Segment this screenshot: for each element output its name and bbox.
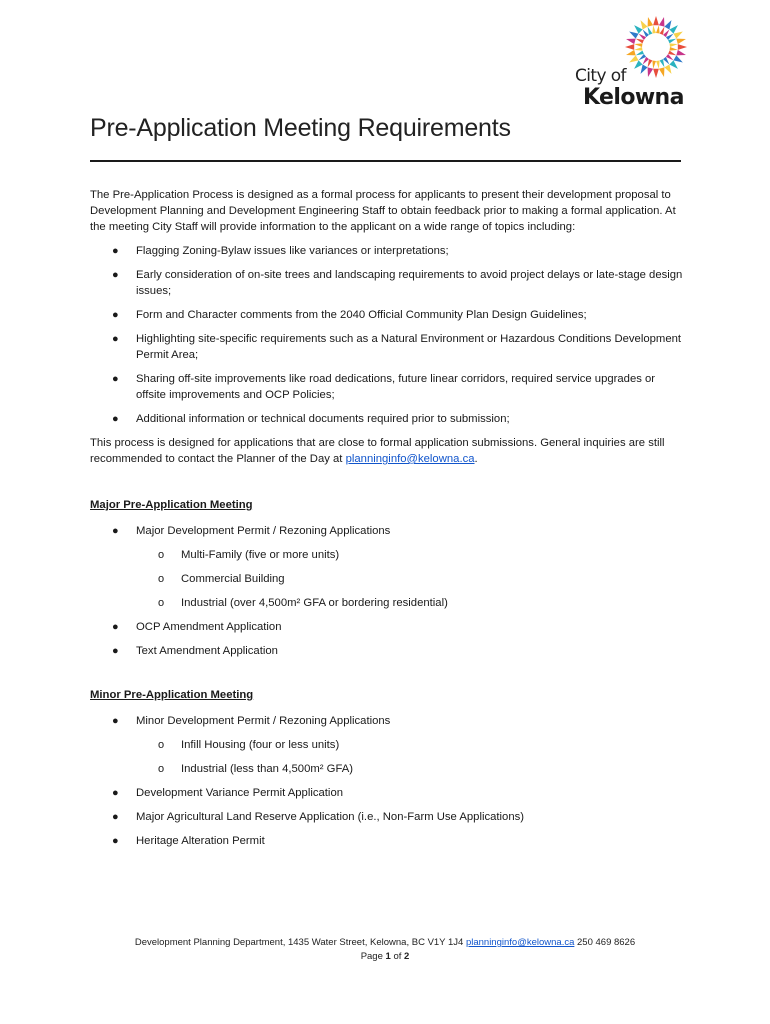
list-item: ● Major Agricultural Land Reserve Application (i.e., Non-Farm Use Applications) [112,811,525,823]
logo-segment [636,51,644,56]
inquiry-paragraph: This process is designed for applications that are close to formal application submissions. General inquiries are still recommended to contact the Planner of the Day at planninginfo@kelowna.ca. [90,437,665,465]
sub-bullet-icon: o [158,763,165,775]
sub-list-item: o Infill Housing (four or less units) [158,739,340,751]
minor-meeting-heading: Minor Pre-Application Meeting [90,689,254,701]
logo-segment [669,60,678,69]
list-item: ● Major Development Permit / Rezoning Applications [112,525,391,537]
bullet-icon: ● [112,715,119,727]
sub-bullet-icon: o [158,573,165,585]
list-item: ● Heritage Alteration Permit [112,835,265,847]
sub-list-item: o Commercial Building [158,573,285,585]
bullet-icon: ● [112,621,119,633]
list-item: ● Text Amendment Application [112,645,278,657]
logo-segment [673,32,682,39]
kelowna-sun-logo-icon [623,14,689,80]
logo-segment [659,67,665,77]
sub-list-item: o Multi-Family (five or more units) [158,549,340,561]
topics-list [90,243,685,435]
page-title: Pre-Application Meeting Requirements [90,114,511,142]
sub-list-item: o Industrial (less than 4,500m² GFA) [158,763,354,775]
logo-segment [626,50,636,56]
logo-segment [668,51,676,56]
logo-segment [676,50,686,56]
list-item: ● Early consideration of on-site trees and landscaping requirements to avoid project delays or late-stage design issues; [112,269,683,297]
logo-segment [664,20,671,29]
logo-segment [641,20,648,29]
bullet-icon: ● [112,835,119,847]
logo-segment [636,39,644,44]
list-item: ● Minor Development Permit / Rezoning Applications [112,715,391,727]
logo-segment [676,39,686,45]
title-divider [90,160,681,162]
footer-contact-line [0,936,770,950]
logo-kelowna-text: Kelowna [583,85,684,110]
bullet-icon: ● [112,645,119,657]
list-item: ● Form and Character comments from the 2040 Official Community Plan Design Guidelines; [112,309,587,321]
logo-segment [653,69,659,78]
logo-segment [656,61,660,69]
bullet-icon: ● [112,525,119,537]
bullet-icon: ● [112,811,119,823]
bullet-icon: ● [112,269,119,281]
logo-segment [653,16,659,25]
major-meeting-list [90,523,685,667]
intro-paragraph: The Pre-Application Process is designed as a formal process for applicants to present their development proposal to Development Planning and Development Engineering Staff to obtain feedback prior to making a formal application. At the meeting City Staff will provide information to the applicant on a wide range of topics including: [90,189,676,233]
footer-phone: 250 469 8626 [577,937,636,948]
list-item: ● Development Variance Permit Application [112,787,344,799]
minor-meeting-list [90,713,685,857]
logo-segment [634,47,642,51]
list-item: ● Additional information or technical documents required prior to submission; [112,413,510,425]
logo-segment [652,61,656,69]
city-of-kelowna-logo [573,14,689,110]
logo-segment [669,25,678,34]
planninginfo-email-link[interactable]: planninginfo@kelowna.ca [345,453,475,465]
bullet-icon: ● [112,245,119,257]
page-number: Page 1 of 2 [360,951,410,962]
logo-segment [659,17,665,27]
logo-segment [634,60,643,69]
list-item: ● Sharing off-site improvements like road dedications, future linear corridors, required service upgrades or offsite improvements and OCP Policies; [112,373,656,401]
logo-segment [648,67,654,77]
bullet-icon: ● [112,333,119,345]
logo-segment [634,25,643,34]
logo-segment [625,44,634,50]
logo-segment [656,25,660,33]
logo-segment [629,32,638,39]
sub-bullet-icon: o [158,597,165,609]
logo-city-of-text: City of [575,66,626,86]
list-item: ● Highlighting site-specific requirements such as a Natural Environment or Hazardous Conditions Development Permit Area; [112,333,682,361]
bullet-icon: ● [112,373,119,385]
logo-segment [626,39,636,45]
logo-segment [664,64,671,73]
bullet-icon: ● [112,309,119,321]
list-item: ● OCP Amendment Application [112,621,282,633]
footer-address: Development Planning Department, 1435 Water Street, Kelowna, BC V1Y 1J4 [134,937,464,948]
major-meeting-heading: Major Pre-Application Meeting [90,499,253,511]
logo-segment [648,59,653,67]
bullet-icon: ● [112,413,119,425]
list-item: ● Flagging Zoning-Bylaw issues like variances or interpretations; [112,245,449,257]
logo-segment [678,44,687,50]
logo-segment [648,27,653,35]
logo-segment [670,47,678,51]
logo-segment [652,25,656,33]
logo-segment [660,59,665,67]
sub-bullet-icon: o [158,549,165,561]
logo-segment [634,43,642,47]
logo-segment [629,55,638,62]
sub-bullet-icon: o [158,739,165,751]
logo-segment [673,55,682,62]
logo-segment [641,64,648,73]
bullet-icon: ● [112,787,119,799]
logo-segment [660,27,665,35]
logo-segment [648,17,654,27]
sub-list-item: o Industrial (over 4,500m² GFA or bordering residential) [158,597,448,609]
footer-email-link[interactable]: planninginfo@kelowna.ca [465,937,575,948]
logo-segment [670,43,678,47]
logo-segment [668,39,676,44]
